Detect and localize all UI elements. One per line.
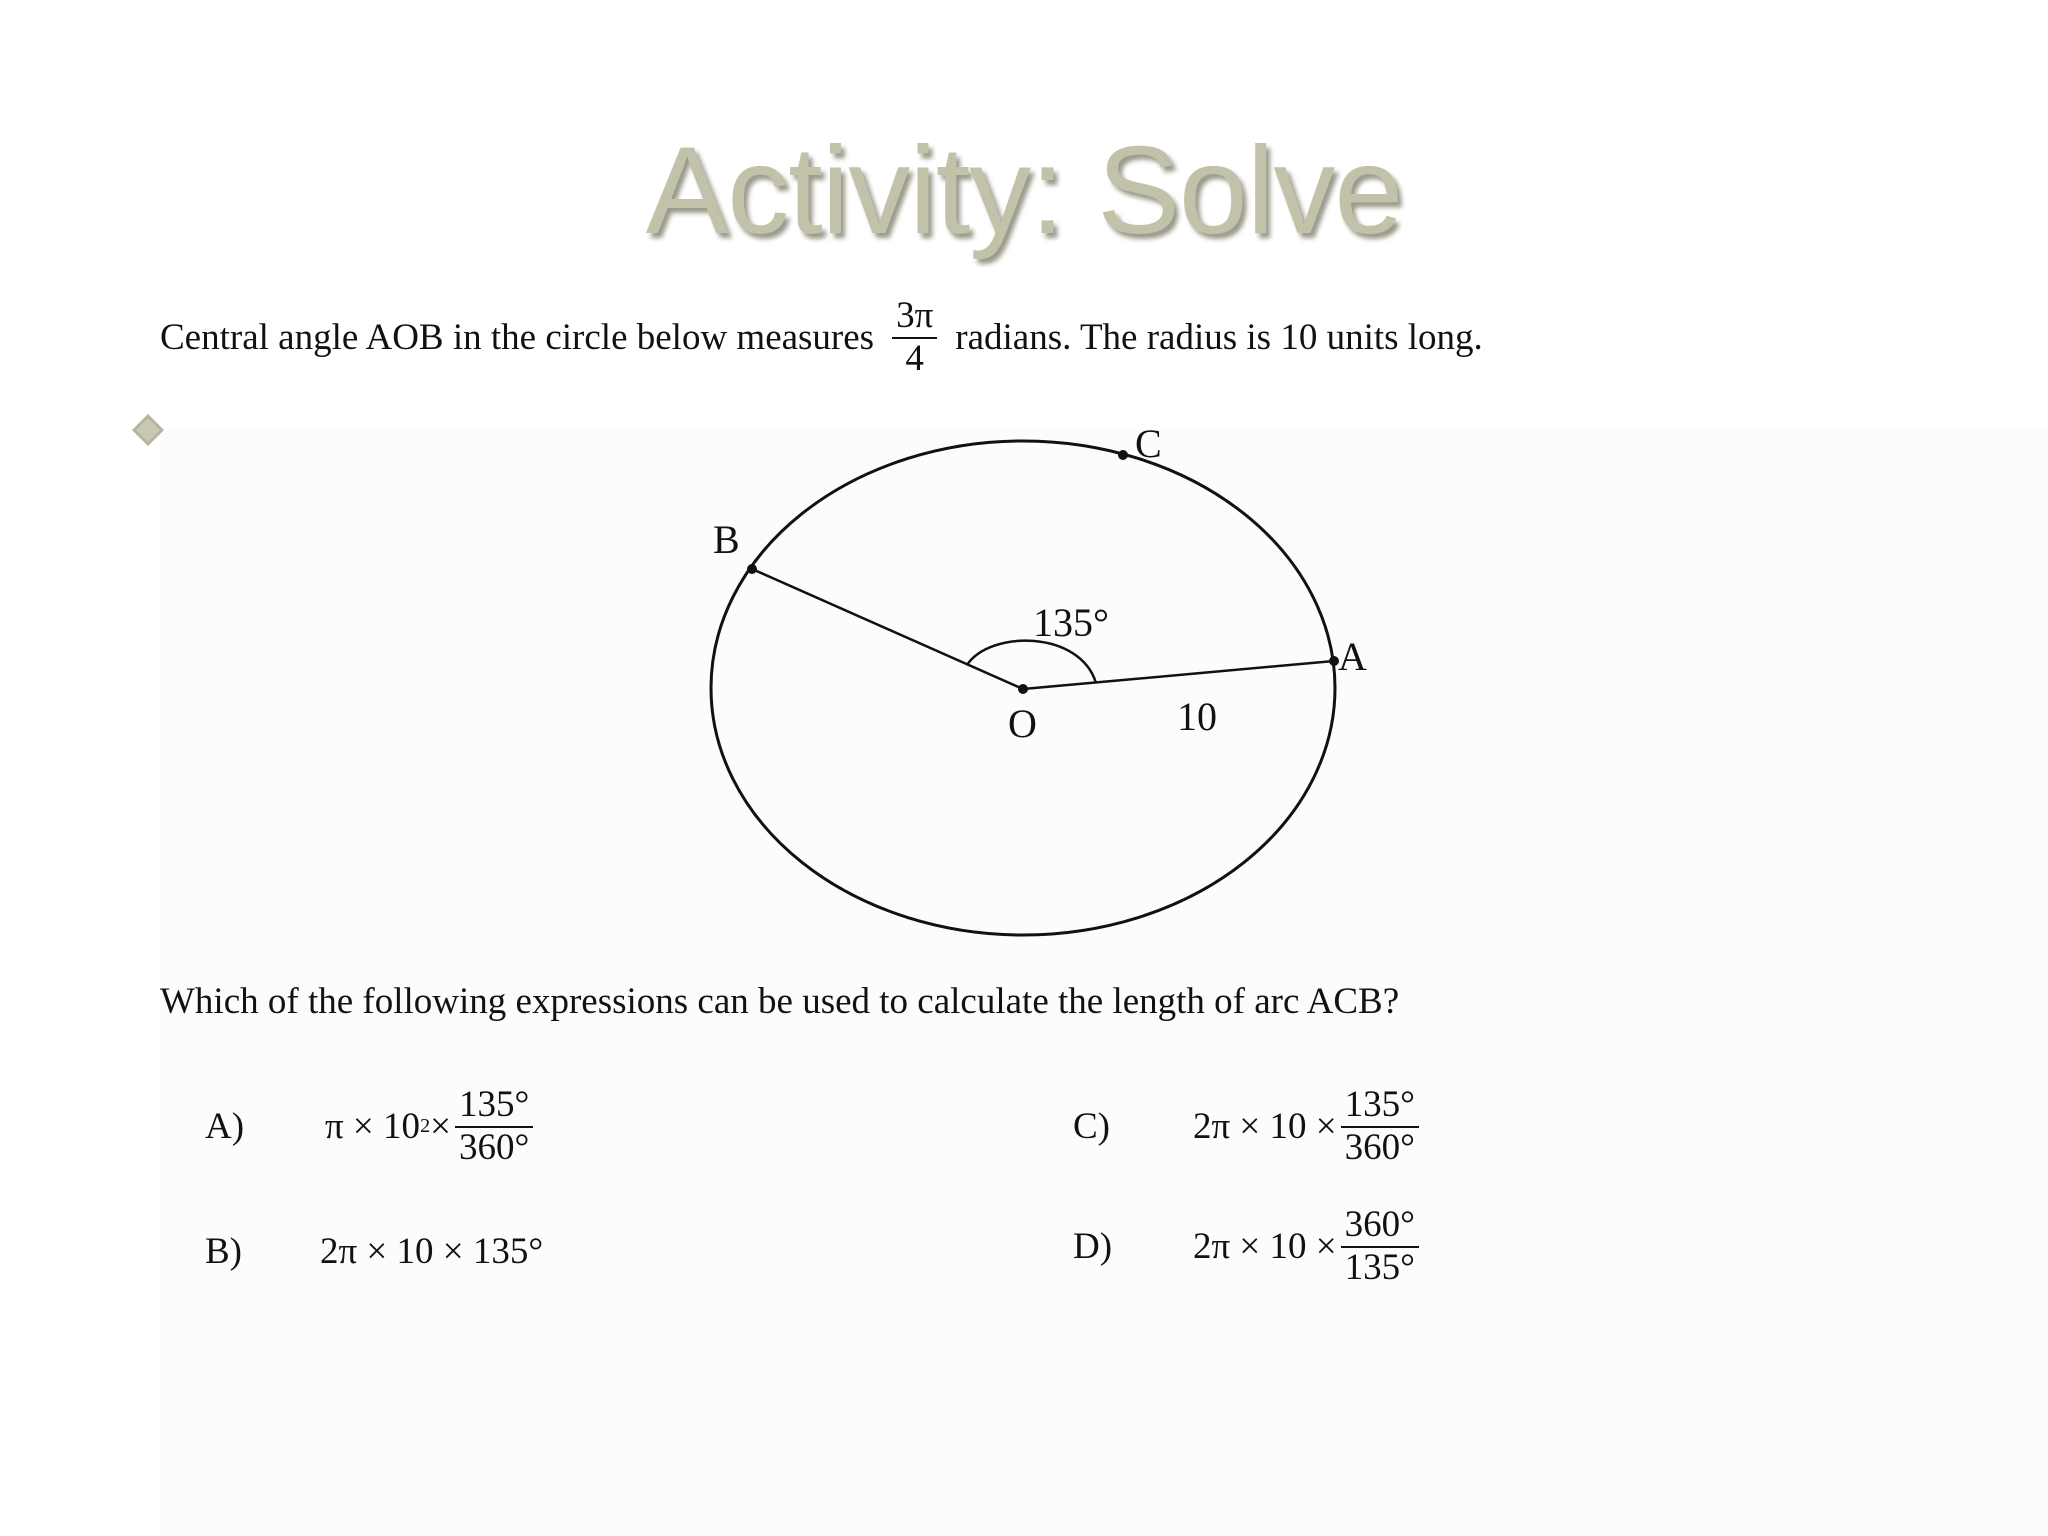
option-a-exponent: 2	[420, 1115, 431, 1138]
option-d[interactable]	[1073, 1205, 1419, 1288]
intro-before: Central angle AOB in the circle below measures	[160, 317, 875, 359]
radius-OB	[752, 569, 1023, 689]
option-a-lead: π × 10	[325, 1106, 421, 1148]
slide-title: Activity: Solve	[645, 122, 1403, 260]
intro-after: radians. The radius is 10 units long.	[955, 317, 1483, 359]
option-a-expression	[325, 1085, 533, 1168]
option-b[interactable]	[205, 1230, 543, 1273]
option-d-fraction	[1341, 1205, 1419, 1288]
label-C: C	[1135, 421, 1162, 466]
angle-fraction-denominator: 4	[905, 337, 924, 379]
option-a-denominator: 360°	[458, 1126, 530, 1168]
point-B	[747, 564, 757, 574]
option-a[interactable]	[205, 1085, 533, 1168]
option-b-letter: B)	[205, 1231, 242, 1272]
option-c-expression	[1193, 1085, 1419, 1168]
option-c[interactable]	[1073, 1085, 1419, 1168]
label-O: O	[1008, 701, 1037, 746]
radius-label: 10	[1177, 694, 1217, 739]
option-a-numerator: 135°	[455, 1085, 533, 1128]
option-d-numerator: 360°	[1341, 1205, 1419, 1248]
point-O	[1018, 684, 1028, 694]
option-c-fraction	[1341, 1085, 1419, 1168]
label-B: B	[713, 517, 740, 562]
angle-fraction-numerator: 3π	[892, 296, 937, 339]
option-a-letter: A)	[205, 1106, 245, 1148]
option-c-lead: 2π × 10 ×	[1193, 1106, 1337, 1148]
option-a-times: ×	[430, 1106, 451, 1148]
option-d-denominator: 135°	[1344, 1246, 1415, 1288]
option-a-fraction	[455, 1085, 533, 1168]
angle-label: 135°	[1033, 600, 1109, 645]
radius-OA	[1023, 661, 1334, 689]
point-C	[1118, 450, 1128, 460]
option-c-numerator: 135°	[1341, 1085, 1419, 1128]
option-c-denominator: 360°	[1344, 1126, 1415, 1168]
option-d-lead: 2π × 10 ×	[1193, 1226, 1337, 1268]
option-c-letter: C)	[1073, 1106, 1110, 1148]
option-d-expression	[1193, 1205, 1419, 1288]
question-text: Which of the following expressions can be used to calculate the length of arc ACB?	[160, 981, 1400, 1022]
angle-arc	[967, 641, 1096, 683]
option-b-expression: 2π × 10 × 135°	[320, 1231, 544, 1272]
option-d-letter: D)	[1073, 1226, 1113, 1268]
label-A: A	[1338, 634, 1367, 679]
